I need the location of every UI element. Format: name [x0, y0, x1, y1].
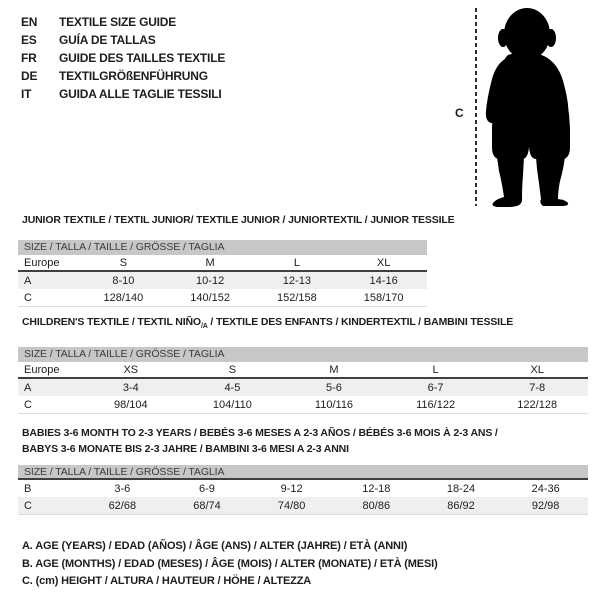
table-cell: 62/68 [108, 499, 137, 512]
footnote-a: A. AGE (YEARS) / EDAD (AÑOS) / ÂGE (ANS) / ALTER (JAHRE) / ETÀ (ANNI) [22, 540, 408, 552]
table-cell: 12-18 [362, 482, 391, 495]
table-title-text: /A [200, 323, 208, 330]
table-cell: M [329, 364, 339, 376]
table-cell: 7-8 [529, 381, 546, 394]
table-cell: 6-9 [199, 482, 215, 495]
baby-silhouette-icon [480, 7, 572, 207]
table-cell: 3-4 [122, 381, 139, 394]
table-row [18, 379, 588, 396]
table-row [18, 497, 588, 514]
junior-table-title [22, 212, 454, 228]
language-code: ES [21, 33, 37, 47]
footnotes [22, 538, 438, 591]
children-table-title [22, 314, 513, 335]
footnote-b: B. AGE (MONTHS) / EDAD (MESES) / ÂGE (MOIS) / ALTER (MONATE) / ETÀ (MESI) [22, 557, 438, 570]
table-cell: L [293, 257, 300, 269]
table-cell: XL [376, 257, 391, 269]
babies-table-title [22, 425, 498, 457]
column-header-row [18, 255, 427, 272]
table-cell: 86/92 [447, 499, 475, 512]
table-cell: 74/80 [277, 499, 306, 512]
row-label: Europe [24, 257, 60, 269]
column-header-row [18, 362, 588, 379]
row-label: A [24, 381, 32, 394]
language-title: TEXTILGRÖßENFÜHRUNG [59, 69, 208, 83]
children-textile-table [18, 315, 588, 414]
table-title-text: / TEXTILE DES ENFANTS / KINDERTEXTIL / BAMBINI TESSILE [207, 315, 514, 328]
table-title-text: BABIES 3-6 MONTH TO 2-3 YEARS / BEBÉS 3-6 MESES A 2-3 AÑOS / BÉBÉS 3-6 MOIS À 2-3 ANS / [22, 427, 498, 439]
table-cell: S [119, 257, 128, 269]
table-cell: 12-13 [282, 274, 311, 287]
table-row [18, 480, 588, 497]
language-title: TEXTILE SIZE GUIDE [59, 15, 177, 29]
children-table-grid [18, 362, 588, 414]
footnote-c: C. (cm) HEIGHT / ALTURA / HAUTEUR / HÖHE / ALTEZZA [22, 575, 312, 587]
row-label: Europe [24, 364, 60, 376]
table-cell: 92/98 [531, 499, 560, 512]
size-header-bar: SIZE / TALLA / TAILLE / GRÖSSE / TAGLIA [18, 465, 588, 480]
table-cell: 122/128 [517, 398, 558, 411]
table-title-text: CHILDREN'S TEXTILE / TEXTIL NIÑO [22, 315, 201, 328]
language-row [21, 85, 225, 103]
table-row [18, 396, 588, 413]
table-cell: 104/110 [212, 398, 252, 411]
table-cell: 9-12 [280, 482, 303, 495]
table-cell: S [228, 364, 237, 376]
row-label: B [24, 482, 32, 495]
table-cell: 24-36 [531, 482, 560, 495]
babies-textile-table [18, 427, 588, 515]
language-row [21, 67, 225, 85]
language-header [21, 13, 225, 103]
table-cell: L [432, 364, 439, 376]
row-label: C [24, 499, 32, 512]
size-header-bar: SIZE / TALLA / TAILLE / GRÖSSE / TAGLIA [18, 240, 427, 255]
table-cell: 14-16 [369, 274, 398, 287]
row-label: A [24, 274, 32, 287]
babies-table-grid [18, 480, 588, 515]
table-cell: 68/74 [193, 499, 221, 512]
junior-textile-table [18, 214, 455, 307]
table-cell: M [205, 257, 215, 269]
table-cell: 8-10 [112, 274, 135, 287]
table-cell: 116/122 [416, 398, 456, 411]
language-row [21, 13, 225, 31]
table-cell: 128/140 [103, 291, 144, 304]
table-cell: 5-6 [326, 381, 342, 394]
table-cell: 80/86 [362, 499, 391, 512]
table-row [18, 289, 427, 306]
row-label: C [24, 291, 32, 304]
table-cell: XL [530, 364, 544, 376]
table-cell: 6-7 [427, 381, 444, 394]
language-code: DE [21, 69, 38, 83]
language-row [21, 49, 225, 67]
language-code: EN [21, 15, 38, 29]
table-cell: XS [123, 364, 139, 376]
junior-table-grid [18, 255, 427, 307]
table-title-text: BABYS 3-6 MONATE BIS 2-3 JAHRE / BAMBINI 3-6 MESI A 2-3 ANNI [22, 443, 349, 455]
table-cell: 3-6 [114, 482, 131, 495]
language-title: GUIDA ALLE TAGLIE TESSILI [59, 87, 222, 101]
table-cell: 4-5 [224, 381, 241, 394]
table-cell: 10-12 [196, 274, 225, 287]
row-label: C [24, 398, 32, 411]
measure-c-label: C [455, 106, 464, 120]
language-title: GUÍA DE TALLAS [59, 33, 156, 47]
table-cell: 140/152 [190, 291, 230, 304]
table-row [18, 272, 427, 289]
table-cell: 110/116 [314, 398, 354, 411]
language-title: GUIDE DES TAILLES TEXTILE [59, 51, 226, 65]
table-title-text: JUNIOR TEXTILE / TEXTIL JUNIOR/ TEXTILE JUNIOR / JUNIORTEXTIL / JUNIOR TESSILE [22, 214, 455, 226]
table-cell: 152/158 [276, 291, 317, 304]
table-cell: 158/170 [363, 291, 404, 304]
language-code: FR [21, 51, 37, 65]
table-cell: 18-24 [446, 482, 476, 495]
table-cell: 98/104 [113, 398, 148, 411]
size-header-bar: SIZE / TALLA / TAILLE / GRÖSSE / TAGLIA [18, 347, 588, 362]
language-row [21, 31, 225, 49]
language-code: IT [21, 87, 32, 101]
height-measure-dashed-line [475, 8, 477, 206]
